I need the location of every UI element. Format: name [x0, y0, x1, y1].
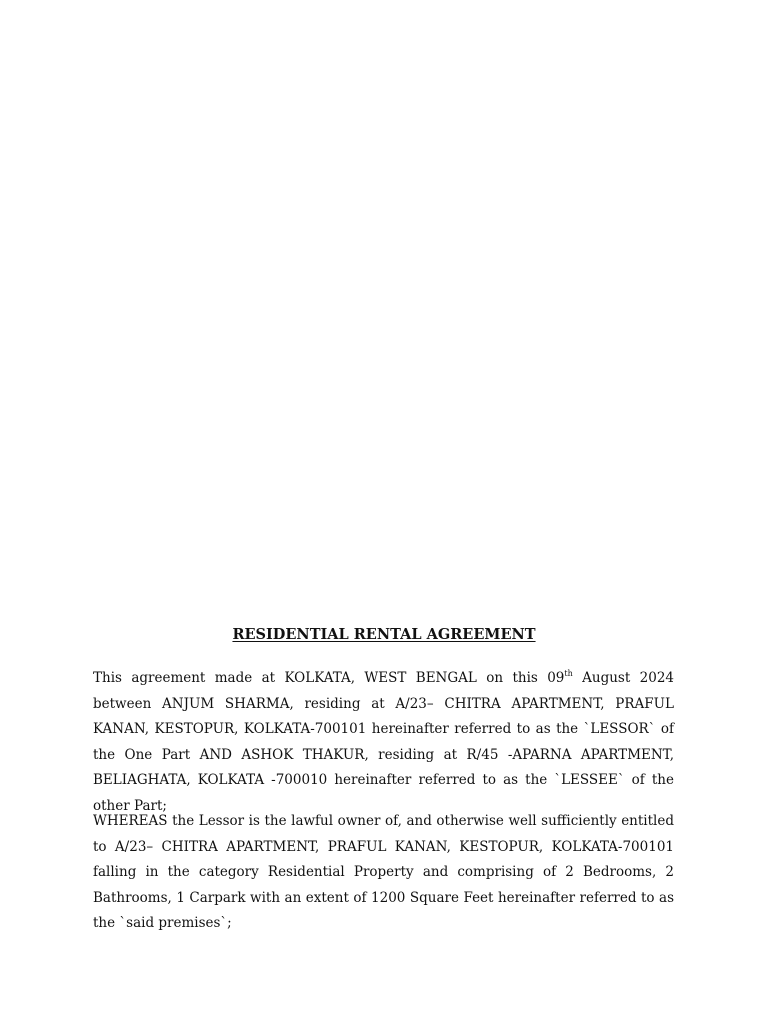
agreement-parties-paragraph [93, 666, 674, 820]
paragraph-text-end: August 2024 between ANJUM SHARMA, residing at A/23– CHITRA APARTMENT, PRAFUL KANAN, KESTOPUR, KOLKATA-700101 hereinafter referred to as the `LESSOR` of the One Part AND ASHOK THAKUR, residing at R/45 -APARNA APARTMENT, BELIAGHATA, KOLKATA -700010 hereinafter referred to as the `LESSEE` of the other Part; [93, 670, 674, 814]
document-title: RESIDENTIAL RENTAL AGREEMENT [232, 626, 536, 643]
whereas-premises-paragraph: WHEREAS the Lessor is the lawful owner of, and otherwise well sufficiently entitled to A/23– CHITRA APARTMENT, PRAFUL KANAN, KESTOPUR, KOLKATA-700101 falling in the category Residential Property and comprising of 2 Bedrooms, 2 Bathrooms, 1 Carpark with an extent of 1200 Square Feet hereinafter referred to as the `said premises`; [93, 813, 674, 932]
paragraph-text-start: This agreement made at KOLKATA, WEST BENGAL on this 09 [93, 670, 565, 686]
date-ordinal-suffix: th [564, 669, 573, 678]
